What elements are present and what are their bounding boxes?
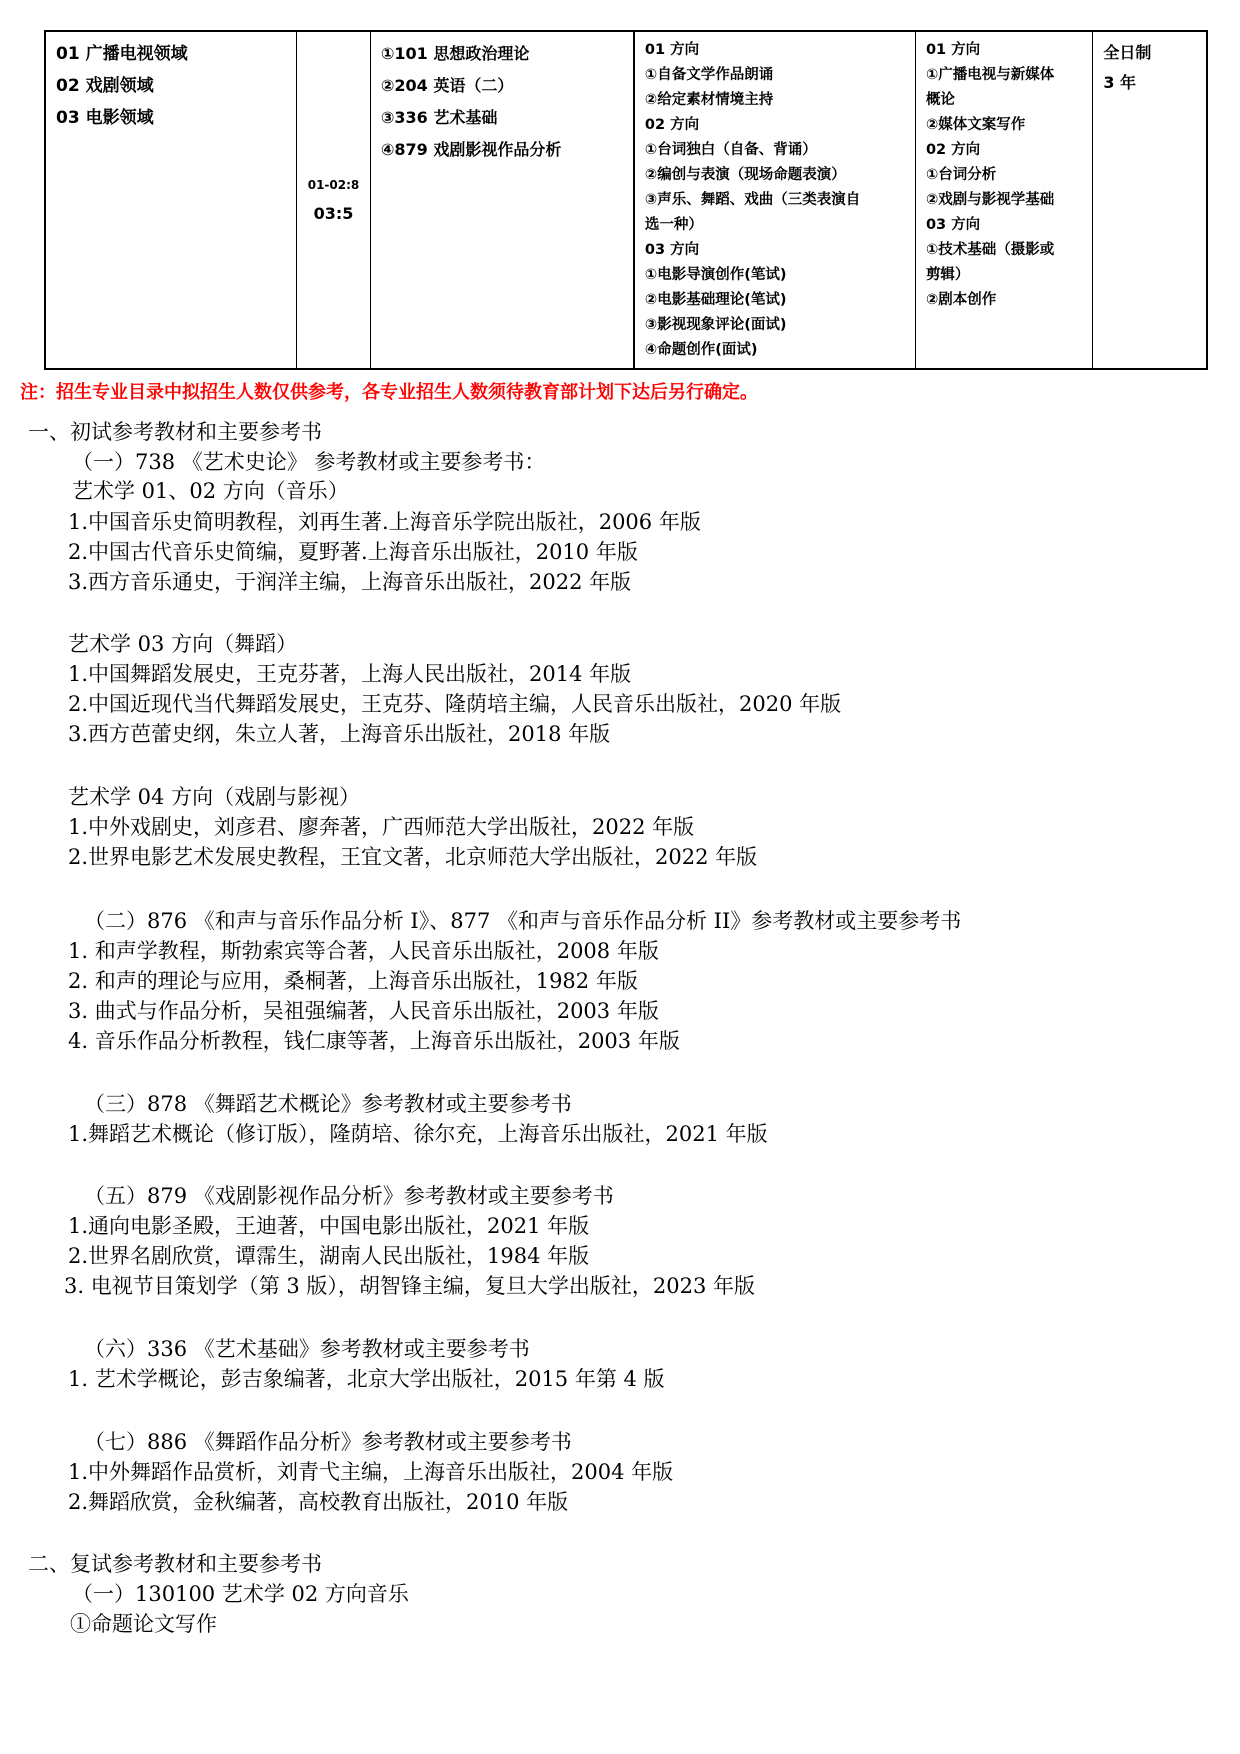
- document-line: 艺术学 01、02 方向（音乐）: [72, 479, 349, 503]
- enrollment-quota-cell: [297, 32, 371, 368]
- equal-item: 剪辑）: [925, 267, 970, 283]
- retest-item: 02 方向: [644, 117, 700, 133]
- enrollment-note: 注：招生专业目录中拟招生人数仅供参考，各专业招生人数须待教育部计划下达后另行确定。: [20, 382, 758, 403]
- field-item: 03 电影领域: [56, 108, 154, 128]
- equal-item: ②戏剧与影视学基础: [925, 192, 1055, 208]
- research-fields-cell: [46, 32, 297, 368]
- subject-item: ①101 思想政治理论: [380, 44, 530, 63]
- document-line: 1.舞蹈艺术概论（修订版），隆荫培、徐尔充，上海音乐出版社，2021 年版: [68, 1122, 768, 1146]
- document-line: （五）879 《戏剧影视作品分析》参考教材或主要参考书: [84, 1184, 614, 1208]
- program-table-row: [44, 30, 1208, 370]
- retest-item: ②编创与表演（现场命题表演）: [644, 167, 846, 183]
- retest-item: ①电影导演创作(笔试): [644, 267, 787, 283]
- document-line: 2.中国近现代当代舞蹈发展史，王克芬、隆荫培主编，人民音乐出版社，2020 年版: [68, 692, 842, 716]
- retest-item: ④命题创作(面试): [644, 342, 758, 358]
- document-line: （一）130100 艺术学 02 方向音乐: [72, 1582, 409, 1606]
- document-line: 1.中外戏剧史，刘彦君、廖奔著，广西师范大学出版社，2022 年版: [68, 815, 695, 839]
- quota-line: 03:5: [313, 203, 354, 223]
- study-mode-cell: [1093, 32, 1206, 368]
- document-line: 2.世界电影艺术发展史教程，王宜文著，北京师范大学出版社，2022 年版: [68, 845, 758, 869]
- equal-item: ①广播电视与新媒体: [925, 67, 1055, 83]
- document-line: ①命题论文写作: [70, 1612, 217, 1636]
- field-item: 01 广播电视领域: [56, 44, 188, 64]
- equal-item: 01 方向: [925, 42, 981, 58]
- subject-item: ②204 英语（二）: [380, 76, 514, 95]
- retest-item: ③影视现象评论(面试): [644, 317, 787, 333]
- document-line: 2.舞蹈欣赏，金秋编著，高校教育出版社，2010 年版: [68, 1490, 569, 1514]
- equal-level-subjects-cell: [916, 32, 1093, 368]
- document-line: 1.中国音乐史简明教程，刘再生著.上海音乐学院出版社，2006 年版: [68, 510, 701, 534]
- document-line: 4. 音乐作品分析教程，钱仁康等著，上海音乐出版社，2003 年版: [68, 1029, 680, 1053]
- document-line: 1. 艺术学概论，彭吉象编著，北京大学出版社，2015 年第 4 版: [68, 1367, 665, 1391]
- document-line: （三）878 《舞蹈艺术概论》参考教材或主要参考书: [84, 1092, 572, 1116]
- document-line: 1.中国舞蹈发展史，王克芬著，上海人民出版社，2014 年版: [68, 662, 632, 686]
- document-line: 3. 曲式与作品分析，吴祖强编著，人民音乐出版社，2003 年版: [68, 999, 659, 1023]
- document-line: （七）886 《舞蹈作品分析》参考教材或主要参考书: [84, 1430, 572, 1454]
- retest-item: 01 方向: [644, 42, 700, 58]
- exam-subjects-cell: [371, 32, 635, 368]
- retest-item: ③声乐、舞蹈、戏曲（三类表演自: [644, 192, 861, 208]
- document-line: 2. 和声的理论与应用，桑桐著，上海音乐出版社，1982 年版: [68, 969, 638, 993]
- retest-item: 03 方向: [644, 242, 700, 258]
- document-line: 3.西方音乐通史，于润洋主编，上海音乐出版社，2022 年版: [68, 570, 632, 594]
- equal-item: 03 方向: [925, 217, 981, 233]
- quota-line: 01-02:8: [307, 177, 360, 192]
- document-line: 1. 和声学教程，斯勃索宾等合著，人民音乐出版社，2008 年版: [68, 939, 659, 963]
- document-line: （二）876 《和声与音乐作品分析 I》、877 《和声与音乐作品分析 II》参考教材或主要参考书: [84, 909, 962, 933]
- field-item: 02 戏剧领域: [56, 76, 154, 96]
- document-line: 1.中外舞蹈作品赏析，刘青弋主编，上海音乐出版社，2004 年版: [68, 1460, 674, 1484]
- retest-item: ①自备文学作品朗诵: [644, 67, 774, 83]
- document-line: （一）738 《艺术史论》 参考教材或主要参考书：: [72, 450, 546, 474]
- document-line: 艺术学 04 方向（戏剧与影视）: [68, 785, 361, 809]
- subject-item: ④879 戏剧影视作品分析: [380, 140, 562, 159]
- equal-item: ②剧本创作: [925, 292, 997, 308]
- document-line: 3.西方芭蕾史纲，朱立人著，上海音乐出版社，2018 年版: [68, 722, 611, 746]
- document-line: 2.世界名剧欣赏，谭霈生，湖南人民出版社，1984 年版: [68, 1244, 590, 1268]
- document-line: 一、初试参考教材和主要参考书: [28, 420, 322, 444]
- study-mode: 全日制: [1103, 43, 1152, 62]
- document-line: 2.中国古代音乐史简编，夏野著.上海音乐出版社，2010 年版: [68, 540, 638, 564]
- equal-item: ②媒体文案写作: [925, 117, 1026, 133]
- subject-item: ③336 艺术基础: [380, 108, 498, 127]
- equal-item: 概论: [925, 92, 955, 108]
- retest-subjects-cell: [635, 32, 916, 368]
- retest-item: 选一种）: [644, 217, 703, 233]
- document-line: 艺术学 03 方向（舞蹈）: [68, 632, 298, 656]
- equal-item: ①台词分析: [925, 167, 997, 183]
- document-line: 二、复试参考教材和主要参考书: [28, 1552, 322, 1576]
- study-duration: 3 年: [1103, 73, 1137, 92]
- document-line: 1.通向电影圣殿，王迪著，中国电影出版社，2021 年版: [68, 1214, 590, 1238]
- retest-item: ②给定素材情境主持: [644, 92, 774, 108]
- document-line: （六）336 《艺术基础》参考教材或主要参考书: [84, 1337, 530, 1361]
- equal-item: ①技术基础（摄影或: [925, 242, 1055, 258]
- document-line: 3. 电视节目策划学（第 3 版），胡智锋主编，复旦大学出版社，2023 年版: [64, 1274, 756, 1298]
- retest-item: ②电影基础理论(笔试): [644, 292, 787, 308]
- equal-item: 02 方向: [925, 142, 981, 158]
- retest-item: ①台词独白（自备、背诵）: [644, 142, 817, 158]
